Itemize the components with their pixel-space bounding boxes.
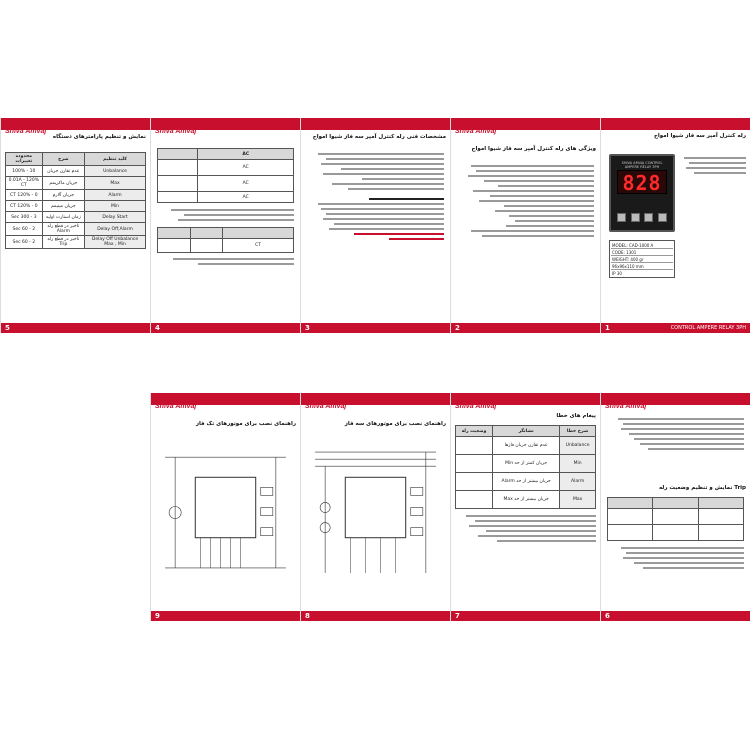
page-7	[450, 393, 600, 621]
page-number: 4	[155, 324, 160, 332]
table-row	[6, 223, 146, 236]
trip-table	[607, 497, 744, 541]
brand-logo: Shiva Amvaj	[155, 403, 197, 410]
param-name: Delay Off Unbalance Max , Min	[85, 236, 146, 249]
brand-logo: Shiva Amvaj	[305, 403, 347, 410]
page-5	[0, 118, 150, 333]
error-code: Unbalance	[560, 437, 596, 455]
error-table	[455, 425, 596, 509]
page-number: 5	[5, 324, 10, 332]
error-code: Min	[560, 455, 596, 473]
device-brand-text: SHIVA AMVAJ CONTROL AMPERE RELAY 3PH	[621, 161, 663, 169]
intro-text	[681, 154, 746, 177]
error-table-header: شرح خطا	[560, 426, 596, 437]
table-row	[456, 455, 596, 473]
device-buttons	[617, 213, 667, 222]
error-code: Alarm	[560, 473, 596, 491]
page-number: 2	[455, 324, 460, 332]
device-button	[644, 213, 653, 222]
size-line: 96x96x110 mm	[611, 263, 673, 270]
param-desc: جریان مینیمم	[42, 201, 84, 212]
page-number: 3	[305, 324, 310, 332]
spec-list	[307, 150, 444, 243]
table-row	[6, 212, 146, 223]
table-row	[6, 201, 146, 212]
page-footer	[451, 611, 600, 621]
code-line: CODE: 1301	[611, 249, 673, 256]
param-name: Alarm	[85, 190, 146, 201]
page-footer	[601, 611, 750, 621]
ip-line: IP 30	[612, 270, 622, 276]
param-desc: تاخیر در قطع رله Trip	[42, 236, 84, 249]
param-range: 2 - 60 Sec	[6, 236, 43, 249]
brand-logo: Shiva Amvaj	[155, 128, 197, 135]
ct-table: CT	[157, 227, 294, 253]
page-title: راهنمای نصب برای موتورهای سه فاز	[344, 421, 446, 427]
page-title: رله کنترل آمپر سه فاز شیوا امواج	[653, 133, 746, 139]
page-number: 6	[605, 612, 610, 620]
param-desc: جریان ماکزیمم	[42, 177, 84, 190]
param-desc: جریان آلارم	[42, 190, 84, 201]
error-desc: عدم تقارن جریان فازها	[493, 437, 560, 455]
page-footer	[151, 323, 300, 333]
page-header-bar	[601, 118, 750, 130]
page-title: مشخصات فنی رله کنترل آمپر سه فاز شیوا امواج	[312, 134, 446, 140]
wiring-diagram-3ph	[305, 437, 446, 598]
page-9	[150, 393, 300, 621]
param-desc: زمان استارت اولیه	[42, 212, 84, 223]
page-4	[150, 118, 300, 333]
display-table: AC AC AC AC	[157, 148, 294, 203]
error-table-wrap	[455, 425, 596, 545]
param-range: 0.01A - 120% CT	[6, 177, 43, 190]
page-number: 8	[305, 612, 310, 620]
page-6	[600, 393, 750, 621]
page-header-bar	[301, 118, 450, 130]
brand-logo: Shiva Amvaj	[605, 403, 647, 410]
page-number: 9	[155, 612, 160, 620]
page-2	[450, 118, 600, 333]
table-row	[6, 177, 146, 190]
model-line: MODEL: CAD-1000 A	[611, 242, 673, 249]
table-row	[6, 236, 146, 249]
table-row	[6, 166, 146, 177]
page-3	[300, 118, 450, 333]
footer-product-name: CONTROL AMPERE RELAY 3PH	[670, 325, 746, 331]
brand-logo: Shiva Amvaj	[5, 128, 47, 135]
page-footer	[1, 323, 150, 333]
table-row	[456, 473, 596, 491]
error-desc: جریان بیشتر از حد Max	[493, 491, 560, 509]
error-table-header: وضعیت رله	[456, 426, 493, 437]
device-button	[631, 213, 640, 222]
param-name: Max	[85, 177, 146, 190]
param-range: 2 - 60 Sec	[6, 223, 43, 236]
wiring-diagram-1ph	[155, 437, 296, 598]
weight-line: WEIGHT: 400 gr	[611, 256, 673, 263]
page-8	[300, 393, 450, 621]
page-title: راهنمای نصب برای موتورهای تک فاز	[195, 421, 296, 427]
feature-list	[457, 162, 594, 240]
brochure-top-strip	[0, 118, 750, 333]
page-title: پیغام های خطا	[556, 413, 596, 419]
param-range: 0 - 120% CT	[6, 190, 43, 201]
param-name: Delay Start	[85, 212, 146, 223]
param-table-header: شرح	[42, 153, 84, 166]
page-title: نمایش و تنظیم پارامترهای دستگاه	[52, 134, 146, 140]
param-range: 10 - 100%	[6, 166, 43, 177]
param-table	[5, 152, 146, 249]
brand-logo: Shiva Amvaj	[455, 403, 497, 410]
page-footer	[601, 323, 750, 333]
page-footer	[301, 323, 450, 333]
param-desc: عدم تقارن جریان	[42, 166, 84, 177]
param-name: Delay Off,Alarm	[85, 223, 146, 236]
param-table-header: محدوده تغییرات	[6, 153, 43, 166]
param-name: Unbalance	[85, 166, 146, 177]
error-desc: جریان بیشتر از حد Alarm	[493, 473, 560, 491]
device-button	[617, 213, 626, 222]
page-title: نمایش و تنظیم وضعیت رله Trip	[658, 485, 746, 491]
device-display: 828	[617, 170, 667, 194]
brand-logo: Shiva Amvaj	[455, 128, 497, 135]
page-1	[600, 118, 750, 333]
param-range: 0 - 120% CT	[6, 201, 43, 212]
param-name: Min	[85, 201, 146, 212]
error-code: Max	[560, 491, 596, 509]
brochure-bottom-strip	[0, 393, 750, 621]
page-footer	[301, 611, 450, 621]
device-button	[658, 213, 667, 222]
page-footer	[151, 611, 300, 621]
page-title: ویژگی های رله کنترل آمپر سه فاز شیوا امواج	[471, 146, 596, 152]
settings-table-wrap	[157, 148, 294, 268]
page-number: 7	[455, 612, 460, 620]
param-table-header: کلید تنظیم	[85, 153, 146, 166]
table-row	[456, 437, 596, 455]
error-table-header: نشانگر	[493, 426, 560, 437]
notes-list	[607, 415, 744, 453]
table-row	[6, 190, 146, 201]
trip-table-wrap	[607, 497, 744, 572]
model-info-box	[609, 240, 675, 278]
page-footer	[451, 323, 600, 333]
error-desc: جریان کمتر از حد Min	[493, 455, 560, 473]
table-row	[456, 491, 596, 509]
relay-device-image	[609, 154, 675, 232]
param-table-wrap	[5, 152, 146, 249]
param-range: 3 - 300 Sec	[6, 212, 43, 223]
param-desc: تاخیر در قطع رله Alarm	[42, 223, 84, 236]
page-number: 1	[605, 324, 610, 332]
